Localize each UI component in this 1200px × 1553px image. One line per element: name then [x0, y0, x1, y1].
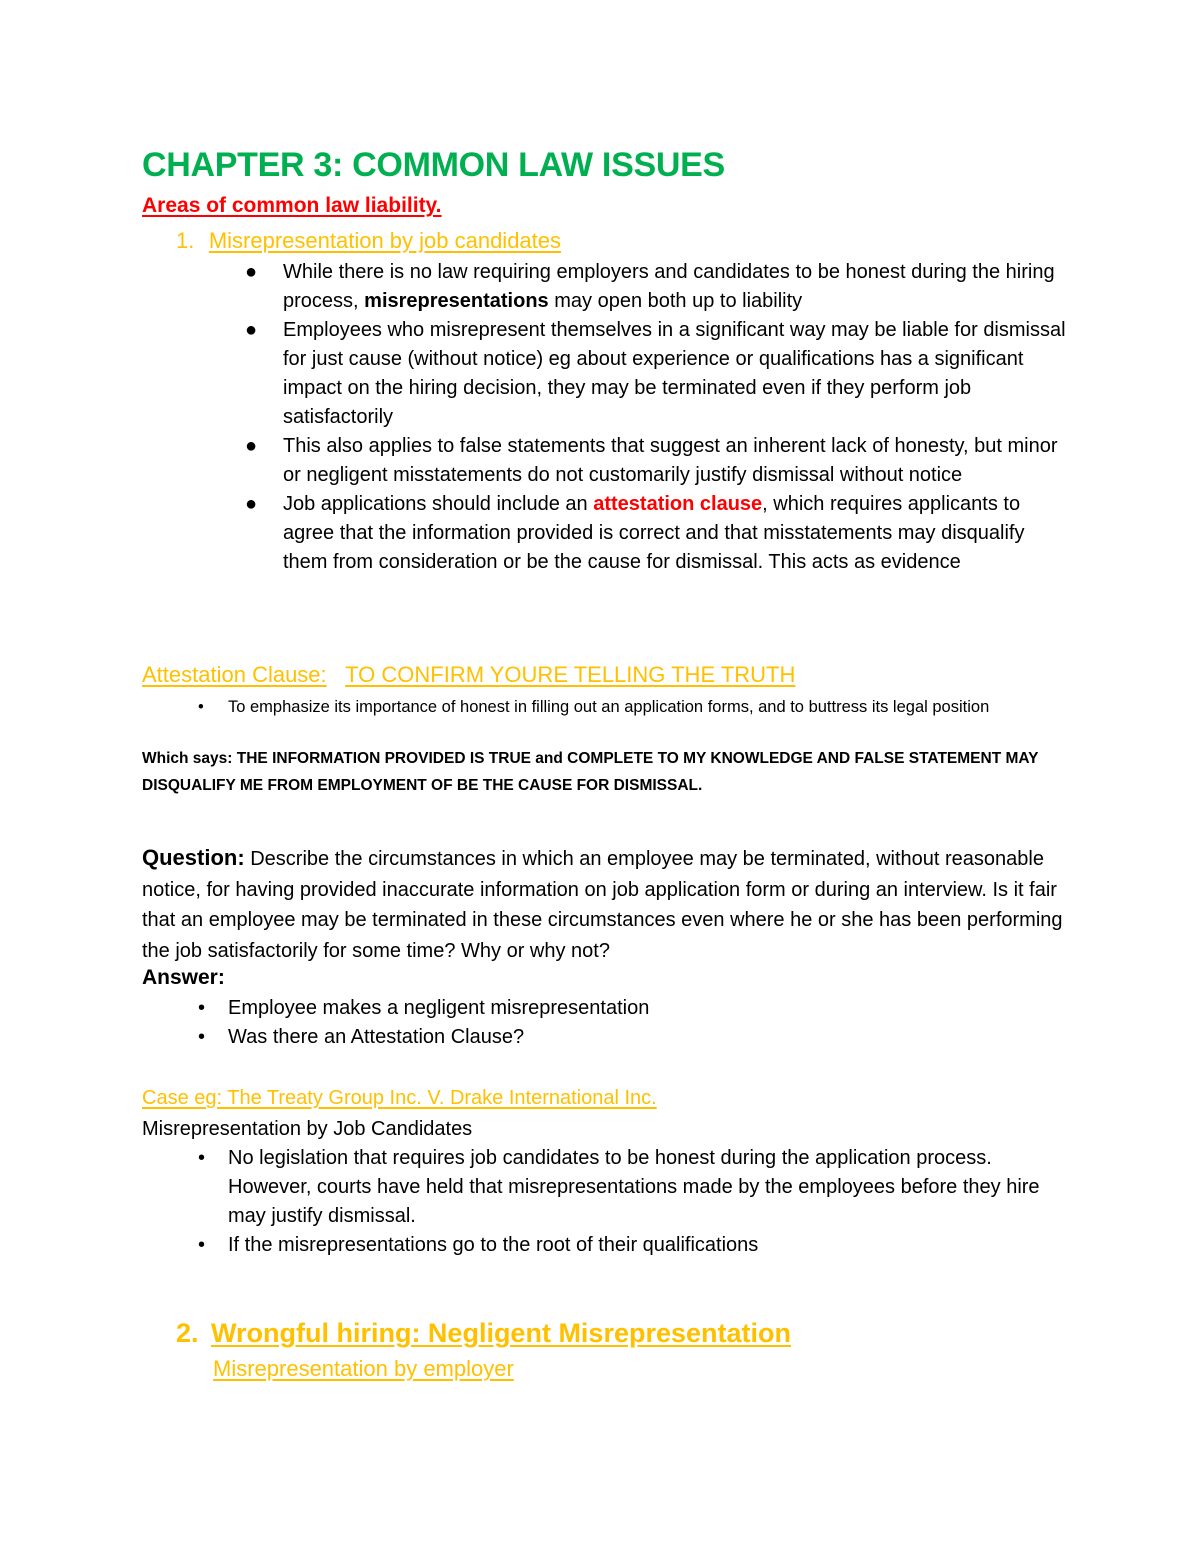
- attestation-bullet: [142, 695, 1070, 719]
- bullet-icon: ●: [245, 435, 258, 457]
- list-item: ● Job applications should include an attestation clause, which requires applicants to agree that the information provided is correct and that misstatements may disqualify them from consideration or be the cause for dismissal. This acts as evidence: [142, 490, 1070, 577]
- bullet-icon: •: [198, 997, 206, 1019]
- bullet-icon: ●: [245, 493, 258, 515]
- question-text: Describe the circumstances in which an employee may be terminated, without reasonable notice, for having provided inaccurate information on job application form or during an interview. Is it fair that an employee may be terminated in these circumstances even where he or she has been performing the job satisfactorily for some time? Why or why not?: [142, 848, 1063, 962]
- bullet-icon: ●: [245, 261, 258, 283]
- section2-sub: [213, 1356, 1070, 1382]
- answer-label: Answer:: [142, 966, 225, 989]
- attestation-heading: [142, 662, 1070, 688]
- list-item: • To emphasize its importance of honest in filling out an application forms, and to buttress its legal position: [142, 695, 1070, 719]
- title-block: [142, 146, 1070, 185]
- section1-number: 1.: [176, 228, 195, 253]
- list-item: • No legislation that requires job candidates to be honest during the application process. However, courts have held that misrepresentations made by the employees before they hire may justify dismissal.: [142, 1144, 1070, 1231]
- attestation-heading-a: Attestation Clause:: [142, 662, 327, 687]
- section2-heading-text: Wrongful hiring: Negligent Misrepresentation: [210, 1318, 791, 1348]
- list-item: ● While there is no law requiring employers and candidates to be honest during the hiring process, misrepresentations may open both up to liability: [142, 258, 1070, 316]
- bullet-icon: •: [198, 698, 204, 716]
- section1-heading-text: Misrepresentation by job candidates: [208, 228, 562, 253]
- section2-number: 2.: [176, 1318, 199, 1348]
- areas-heading: [142, 194, 1070, 218]
- list-item: • Was there an Attestation Clause?: [142, 1023, 1070, 1052]
- areas-heading-text: Areas of common law liability.: [142, 194, 442, 217]
- attestation-highlight: attestation clause: [593, 493, 763, 515]
- case-heading: [142, 1087, 1070, 1110]
- section2-heading: [176, 1318, 1070, 1349]
- list-item: • Employee makes a negligent misrepresentation: [142, 994, 1070, 1023]
- emphasis-text: misrepresentations: [364, 290, 549, 312]
- page-title: CHAPTER 3: COMMON LAW ISSUES: [142, 146, 725, 184]
- attestation-statement: [142, 745, 1070, 799]
- bullet-icon: •: [198, 1147, 206, 1169]
- section1-heading: [176, 228, 1070, 254]
- question-block: [142, 843, 1070, 966]
- section2-sub-text: Misrepresentation by employer: [213, 1356, 514, 1381]
- says-text: THE INFORMATION PROVIDED IS TRUE and COMPLETE TO MY KNOWLEDGE AND FALSE STATEMENT MAY DISQUALIFY ME FROM EMPLOYMENT OF BE THE CAUSE FOR DISMISSAL.: [142, 750, 1039, 794]
- section1-bullets: [142, 258, 1070, 577]
- says-label: Which says:: [142, 750, 233, 767]
- bullet-icon: •: [198, 1234, 206, 1256]
- case-heading-text: Case eg: The Treaty Group Inc. V. Drake International Inc.: [142, 1087, 657, 1109]
- case-bullets: [142, 1144, 1070, 1260]
- bullet-icon: •: [198, 1026, 206, 1048]
- list-item: ● This also applies to false statements that suggest an inherent lack of honesty, but minor or negligent misstatements do not customarily justify dismissal without notice: [142, 432, 1070, 490]
- attestation-heading-b: TO CONFIRM YOURE TELLING THE TRUTH: [345, 662, 796, 687]
- list-item: ● Employees who misrepresent themselves in a significant way may be liable for dismissal for just cause (without notice) eg about experience or qualifications has a significant impact on the hiring decision, they may be terminated even if they perform job satisfactorily: [142, 316, 1070, 432]
- bullet-icon: ●: [245, 319, 258, 341]
- case-subtitle: Misrepresentation by Job Candidates: [142, 1118, 473, 1140]
- list-item: • If the misrepresentations go to the root of their qualifications: [142, 1231, 1070, 1260]
- question-label: Question:: [142, 845, 245, 870]
- answer-list: [142, 994, 1070, 1052]
